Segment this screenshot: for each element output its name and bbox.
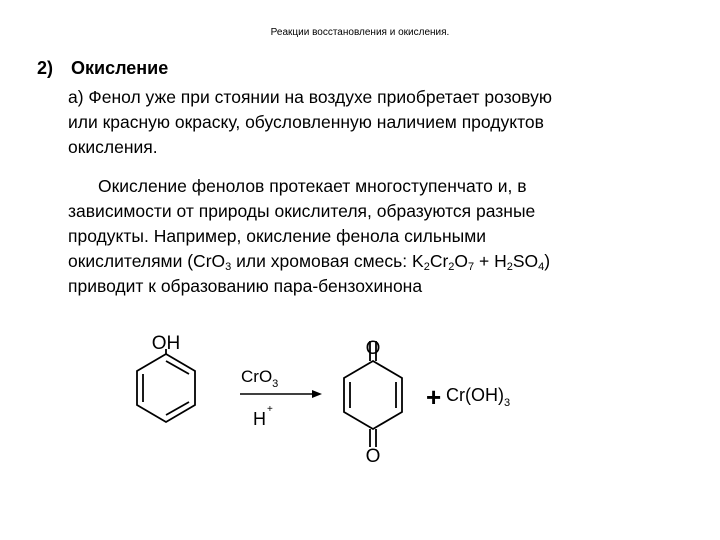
formula-text: + H: [474, 251, 507, 271]
formula-text: ): [544, 251, 551, 271]
body-line-1: а) Фенол уже при стоянии на воздухе приобретает розовую: [68, 87, 552, 107]
formula-text: Cr: [429, 251, 449, 271]
body-line-8: приводит к образованию пара-бензохинона: [68, 276, 423, 296]
quinone-bottom-oxygen: O: [365, 446, 381, 467]
formula-subscript: 2: [423, 261, 430, 273]
section-title: Окисление: [71, 58, 169, 78]
body-line-3: окисления.: [68, 137, 158, 157]
phenol-ring: [137, 349, 195, 422]
byproduct-label: $Cr(OH)_3$: [446, 385, 511, 409]
formula-text: SO: [512, 251, 539, 271]
reagent-label: CrO$_3$: [241, 367, 279, 390]
body-line-2: или красную окраску, обусловленную наличием продуктов: [68, 112, 544, 132]
catalyst-label: H+: [253, 404, 273, 429]
body-line-5: зависимости от природы окислителя, образуются разные: [68, 201, 536, 221]
formula-subscript: 7: [468, 261, 475, 273]
phenol-oh-label: OH: [151, 333, 181, 354]
reaction-arrow: [240, 390, 322, 398]
formula-subscript: 4: [538, 261, 545, 273]
formula-subscript: 2: [506, 261, 513, 273]
quinone-top-oxygen: O: [365, 338, 381, 359]
body-line-6: продукты. Например, окисление фенола сильными: [68, 226, 487, 246]
slide-title: Реакции восстановления и окисления.: [270, 27, 450, 38]
formula-text: или хромовая смесь: K: [231, 251, 424, 271]
formula-text: O: [454, 251, 469, 271]
formula-text: окислителями (CrO: [68, 251, 226, 271]
section-number: 2): [37, 58, 54, 78]
formula-subscript: 3: [225, 261, 232, 273]
formula-subscript: 2: [448, 261, 455, 273]
body-line-4-text: Окисление фенолов протекает многоступенчато и, в: [98, 176, 527, 196]
plus-sign: +: [426, 382, 442, 412]
